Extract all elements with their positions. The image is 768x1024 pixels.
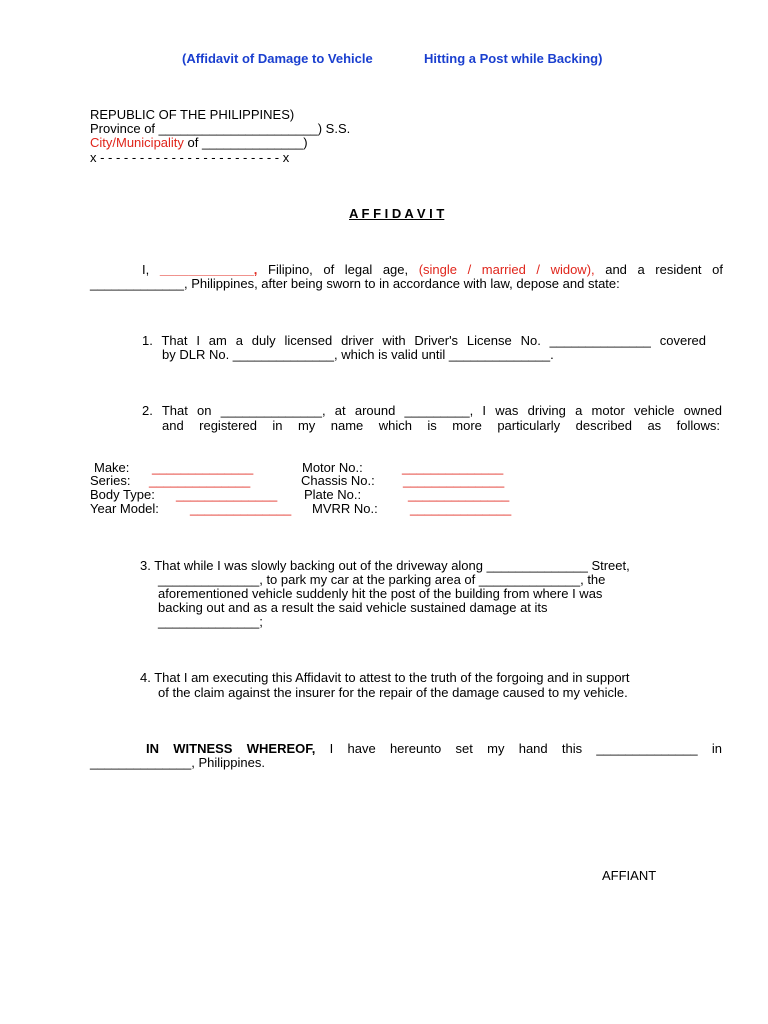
field-plate-label: Plate No.: (304, 487, 362, 502)
item2-line-2: and registered in my name which is more particularly described as follows: (162, 418, 720, 433)
field-series-blank: ______________ (149, 473, 251, 488)
witness-line-2: ______________, Philippines. (90, 755, 265, 770)
item1-line-1 (142, 333, 706, 348)
intro-line-1 (142, 262, 723, 277)
city-of: of (187, 135, 199, 150)
doc-title-right: Hitting a Post while Backing) (424, 51, 603, 66)
item3-line-3: aforementioned vehicle suddenly hit the post of the building from where I was (158, 586, 603, 601)
intro-line-2: _____________, Philippines, after being sworn to in accordance with law, depose and state: (90, 276, 620, 291)
item3-line-4: backing out and as a result the said vehicle sustained damage at its (158, 600, 548, 615)
intro-resident: and a resident of (605, 262, 723, 277)
field-make-blank: ______________ (152, 460, 254, 475)
province-label: Province of (90, 121, 156, 136)
city-blank: ______________ (202, 135, 304, 150)
field-bodytype-label: Body Type: (90, 487, 155, 502)
field-series-label: Series: (90, 473, 131, 488)
field-plate-blank: ______________ (408, 487, 510, 502)
item2-line-1: 2. That on ______________, at around _________, I was driving a motor vehicle owned (142, 403, 722, 418)
city-label: City/Municipality (90, 135, 184, 150)
field-motor-label: Motor No.: (302, 460, 363, 475)
affidavit-heading: A F F I D A V I T (349, 206, 445, 221)
intro-civil-status: (single / married / widow), (418, 262, 595, 277)
province-blank: ______________________ (158, 121, 318, 136)
province-suffix: ) S.S. (317, 121, 351, 136)
republic-line: REPUBLIC OF THE PHILIPPINES) (90, 107, 295, 122)
item3-line-2: ______________, to park my car at the parking area of ______________, the (158, 572, 606, 587)
intro-filipino: Filipino, of legal age, (268, 262, 409, 277)
field-bodytype-blank: ______________ (176, 487, 278, 502)
field-mvrr-blank: ______________ (410, 501, 512, 516)
item4-line-1: 4. That I am executing this Affidavit to attest to the truth of the forgoing and in support (140, 670, 630, 685)
witness-line-1 (146, 741, 722, 756)
item1-covered: covered (659, 333, 706, 348)
item3-line-1: 3. That while I was slowly backing out of the driveway along ______________ Street, (140, 558, 630, 573)
item3-line-5: ______________; (158, 614, 263, 629)
field-yearmodel-label: Year Model: (90, 501, 159, 516)
x-divider: x - - - - - - - - - - - - - - - - - - - - - - - x (90, 150, 290, 165)
item1-line-2: by DLR No. ______________, which is valid until ______________. (162, 347, 554, 362)
witness-rest: I have hereunto set my hand this ______________ in (329, 741, 722, 756)
intro-name-blank: _____________, (159, 262, 258, 277)
affiant-label: AFFIANT (602, 868, 657, 883)
witness-bold: IN WITNESS WHEREOF, (146, 741, 316, 756)
city-line (90, 135, 308, 150)
field-mvrr-label: MVRR No.: (312, 501, 378, 516)
field-make-label: Make: (94, 460, 130, 475)
city-suffix: ) (303, 135, 308, 150)
province-line (90, 121, 350, 136)
doc-title-left: (Affidavit of Damage to Vehicle (182, 51, 373, 66)
field-chassis-label: Chassis No.: (301, 473, 375, 488)
intro-i: I, (142, 262, 150, 277)
field-chassis-blank: ______________ (403, 473, 505, 488)
item1-text: 1. That I am a duly licensed driver with Driver's License No. ______________ (142, 333, 651, 348)
field-motor-blank: ______________ (402, 460, 504, 475)
field-yearmodel-blank: ______________ (190, 501, 292, 516)
item4-line-2: of the claim against the insurer for the repair of the damage caused to my vehicle. (158, 685, 628, 700)
